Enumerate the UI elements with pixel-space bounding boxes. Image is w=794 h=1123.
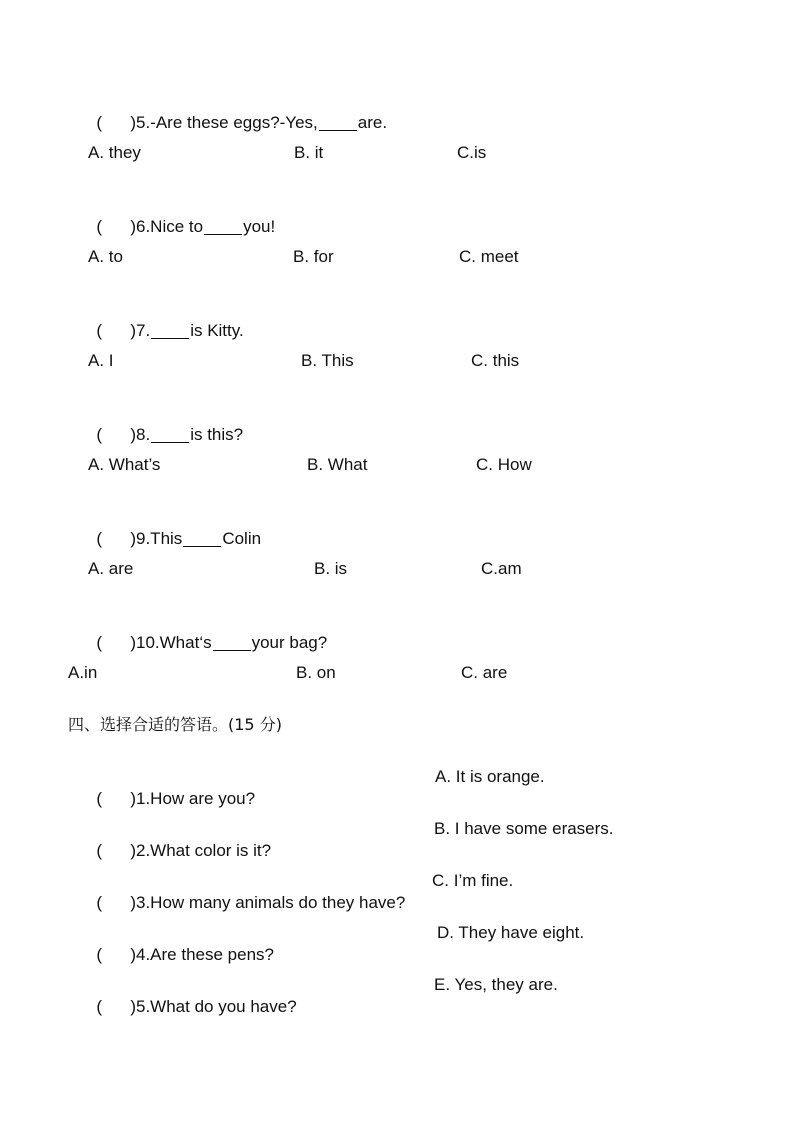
option-b: B. for [293,247,334,266]
answer-paren[interactable]: ( [96,217,103,236]
answer-paren[interactable]: ( [96,321,103,340]
question-text-after: is this? [190,425,244,444]
option-c: C. are [461,663,508,682]
fill-blank [183,530,221,547]
option-a: A. What’s [88,455,161,474]
match-question-2 [68,818,272,860]
question-9 [68,506,262,548]
match-answer-b: B. I have some erasers. [434,819,614,838]
option-a: A.in [68,663,98,682]
question-text: )5.-Are these eggs?-Yes, [130,113,318,132]
answer-paren[interactable]: ( [96,841,103,860]
question-6 [68,194,276,236]
option-a: A. I [88,351,114,370]
question-text-after: are. [357,113,388,132]
option-c: C. meet [459,247,519,266]
match-question-1 [68,766,256,808]
question-text: )7. [130,321,151,340]
question-text: )3.How many animals do they have? [130,893,406,912]
option-a: A. are [88,559,134,578]
question-text: )10.What‘s [130,633,212,652]
answer-paren[interactable]: ( [96,633,103,652]
question-text: )9.This [130,529,183,548]
question-8 [68,402,244,444]
question-text: )8. [130,425,151,444]
option-b: B. This [301,351,354,370]
question-text-after: Colin [222,529,262,548]
question-10 [68,610,328,652]
fill-blank [151,322,189,339]
question-text: )4.Are these pens? [130,945,274,964]
match-question-3 [68,870,406,912]
answer-paren[interactable]: ( [96,789,103,808]
option-b: B. is [314,559,348,578]
question-text: )5.What do you have? [130,997,297,1016]
option-b: B. on [296,663,336,682]
fill-blank [204,218,242,235]
question-text-after: your bag? [251,633,328,652]
option-c: C. How [476,455,532,474]
question-7 [68,298,244,340]
option-a: A. to [88,247,123,266]
answer-paren[interactable]: ( [96,113,103,132]
fill-blank [151,426,189,443]
match-question-4 [68,922,274,964]
answer-paren[interactable]: ( [96,997,103,1016]
question-text: )1.How are you? [130,789,256,808]
section-heading: 四、选择合适的答语。(15 分) [68,715,282,734]
question-text: )2.What color is it? [130,841,272,860]
option-c: C. this [471,351,520,370]
match-answer-e: E. Yes, they are. [434,975,558,994]
match-question-5 [68,974,297,1016]
answer-paren[interactable]: ( [96,529,103,548]
answer-paren[interactable]: ( [96,945,103,964]
match-answer-d: D. They have eight. [437,923,585,942]
match-answer-c: C. I’m fine. [432,871,514,890]
match-answer-a: A. It is orange. [435,767,545,786]
question-text-after: you! [243,217,276,236]
question-text-after: is Kitty. [190,321,244,340]
fill-blank [213,634,251,651]
answer-paren[interactable]: ( [96,893,103,912]
answer-paren[interactable]: ( [96,425,103,444]
fill-blank [319,114,357,131]
question-text: )6.Nice to [130,217,204,236]
option-b: B. it [294,143,324,162]
option-c: C.am [481,559,522,578]
option-c: C.is [457,143,487,162]
option-a: A. they [88,143,141,162]
option-b: B. What [307,455,368,474]
question-5 [68,90,388,132]
